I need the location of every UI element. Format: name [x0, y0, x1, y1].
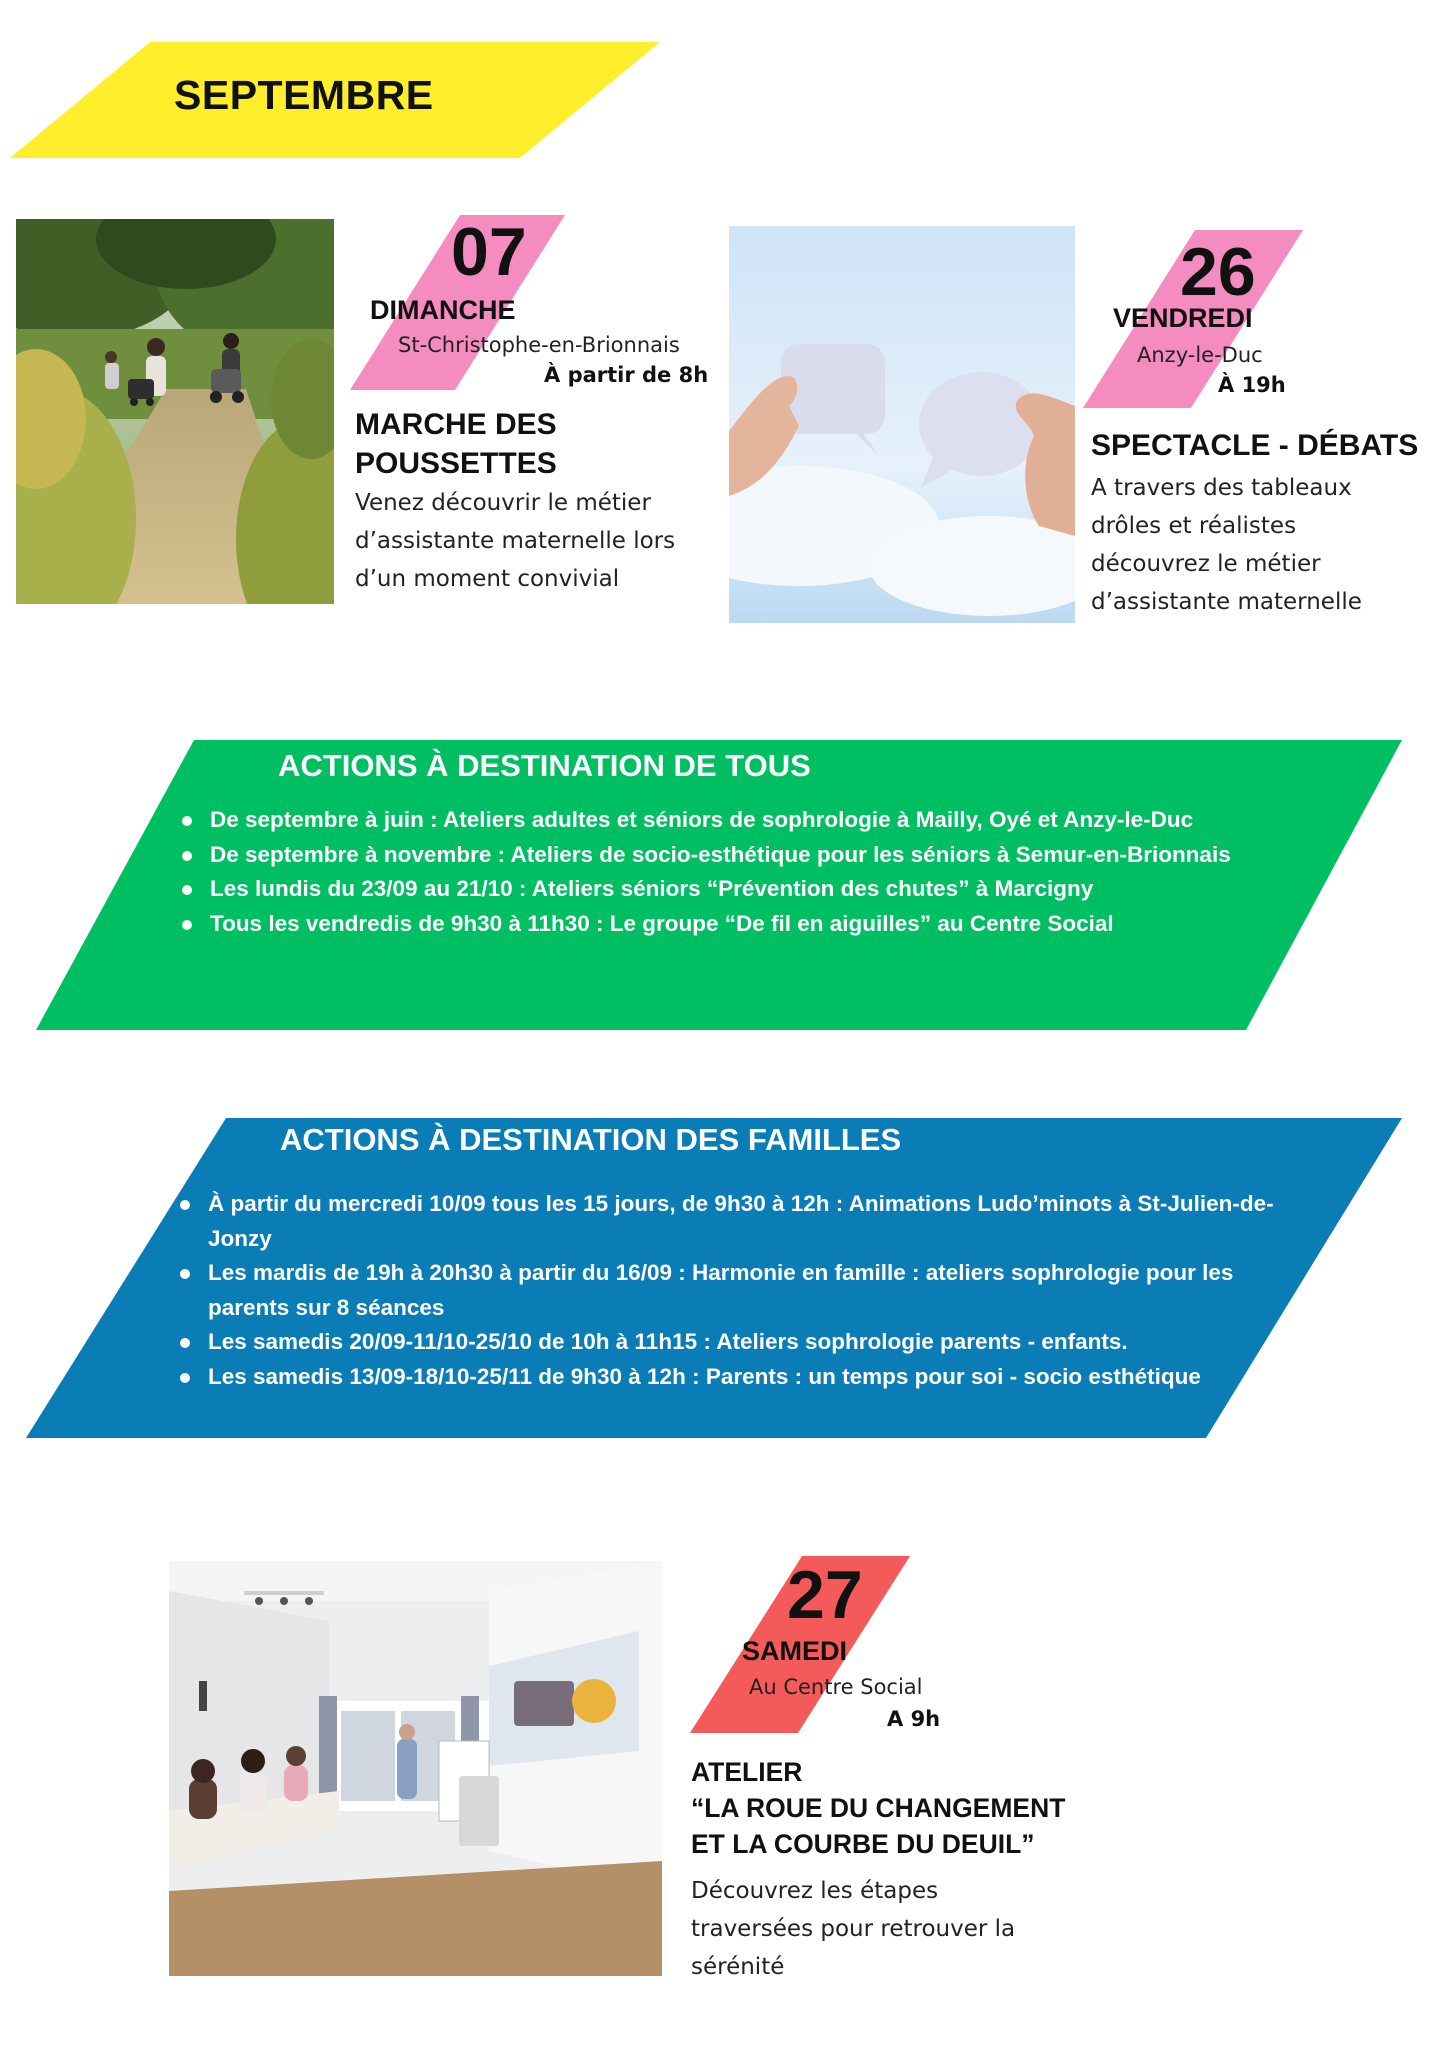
event-time: A 9h	[887, 1707, 941, 1731]
event-weekday: VENDREDI	[1113, 303, 1253, 333]
event-day-number: 26	[1180, 234, 1256, 310]
speech-bubbles-sky-photo	[729, 226, 1075, 623]
event-title-line: ET LA COURBE DU DEUIL”	[691, 1829, 1035, 1859]
family-walk-trail-photo	[16, 219, 334, 604]
event-description-line: drôles et réalistes	[1091, 513, 1297, 539]
event-day-number: 27	[787, 1557, 863, 1633]
list-item: Tous les vendredis de 9h30 à 11h30 : Le groupe “De fil en aiguilles” au Centre Social	[180, 907, 1260, 942]
list-item: Les mardis de 19h à 20h30 à partir du 16/09 : Harmonie en famille : ateliers sophrologie pour les parents sur 8 séances	[178, 1256, 1278, 1325]
event-place: St-Christophe-en-Brionnais	[398, 333, 680, 357]
list-item: Les lundis du 23/09 au 21/10 : Ateliers séniors “Prévention des chutes” à Marcigny	[180, 872, 1260, 907]
event-description	[691, 1872, 1015, 1986]
event-description-line: sérénité	[691, 1954, 785, 1980]
event-description-line: découvrez le métier	[1091, 551, 1321, 577]
list-item: De septembre à juin : Ateliers adultes et séniors de sophrologie à Mailly, Oyé et Anzy-le-Duc	[180, 803, 1260, 838]
list-item: Les samedis 20/09-11/10-25/10 de 10h à 11h15 : Ateliers sophrologie parents - enfants.	[178, 1325, 1278, 1360]
event-title	[691, 1754, 1065, 1862]
event-description	[355, 484, 675, 598]
event-description-line: d’un moment convivial	[355, 566, 620, 592]
event-title-line: ATELIER	[691, 1757, 803, 1787]
event-day-number: 07	[451, 214, 527, 290]
event-description-line: Venez découvrir le métier	[355, 490, 651, 516]
event-description	[1091, 469, 1362, 621]
event-description-line: d’assistante maternelle lors	[355, 528, 676, 554]
event-place: Au Centre Social	[749, 1675, 923, 1699]
event-time: À 19h	[1218, 373, 1286, 397]
event-place: Anzy-le-Duc	[1137, 343, 1263, 367]
event-title: SPECTACLE - DÉBATS	[1091, 429, 1419, 462]
event-description-line: A travers des tableaux	[1091, 475, 1352, 501]
section-tous-list	[180, 803, 1260, 941]
event-weekday: DIMANCHE	[370, 295, 516, 325]
workshop-room-photo	[169, 1561, 662, 1976]
event-title-line: MARCHE DES	[355, 408, 557, 441]
month-title: SEPTEMBRE	[174, 72, 434, 118]
list-item: De septembre à novembre : Ateliers de socio-esthétique pour les séniors à Semur-en-Brionnais	[180, 838, 1260, 873]
event-description-line: d’assistante maternelle	[1091, 589, 1362, 615]
section-title: ACTIONS À DESTINATION DES FAMILLES	[280, 1122, 902, 1157]
event-description-line: Découvrez les étapes	[691, 1878, 939, 1904]
event-title-line: “LA ROUE DU CHANGEMENT	[691, 1793, 1066, 1823]
event-description-line: traversées pour retrouver la	[691, 1916, 1016, 1942]
section-title: ACTIONS À DESTINATION DE TOUS	[278, 748, 811, 783]
event-weekday: SAMEDI	[742, 1636, 848, 1666]
event-time: À partir de 8h	[544, 363, 709, 387]
event-title	[355, 405, 557, 483]
event-title-line: POUSSETTES	[355, 447, 557, 480]
section-familles-list	[178, 1187, 1278, 1394]
list-item: Les samedis 13/09-18/10-25/11 de 9h30 à 12h : Parents : un temps pour soi - socio esthétique	[178, 1360, 1278, 1395]
list-item: À partir du mercredi 10/09 tous les 15 jours, de 9h30 à 12h : Animations Ludo’minots à St-Julien-de-Jonzy	[178, 1187, 1278, 1256]
